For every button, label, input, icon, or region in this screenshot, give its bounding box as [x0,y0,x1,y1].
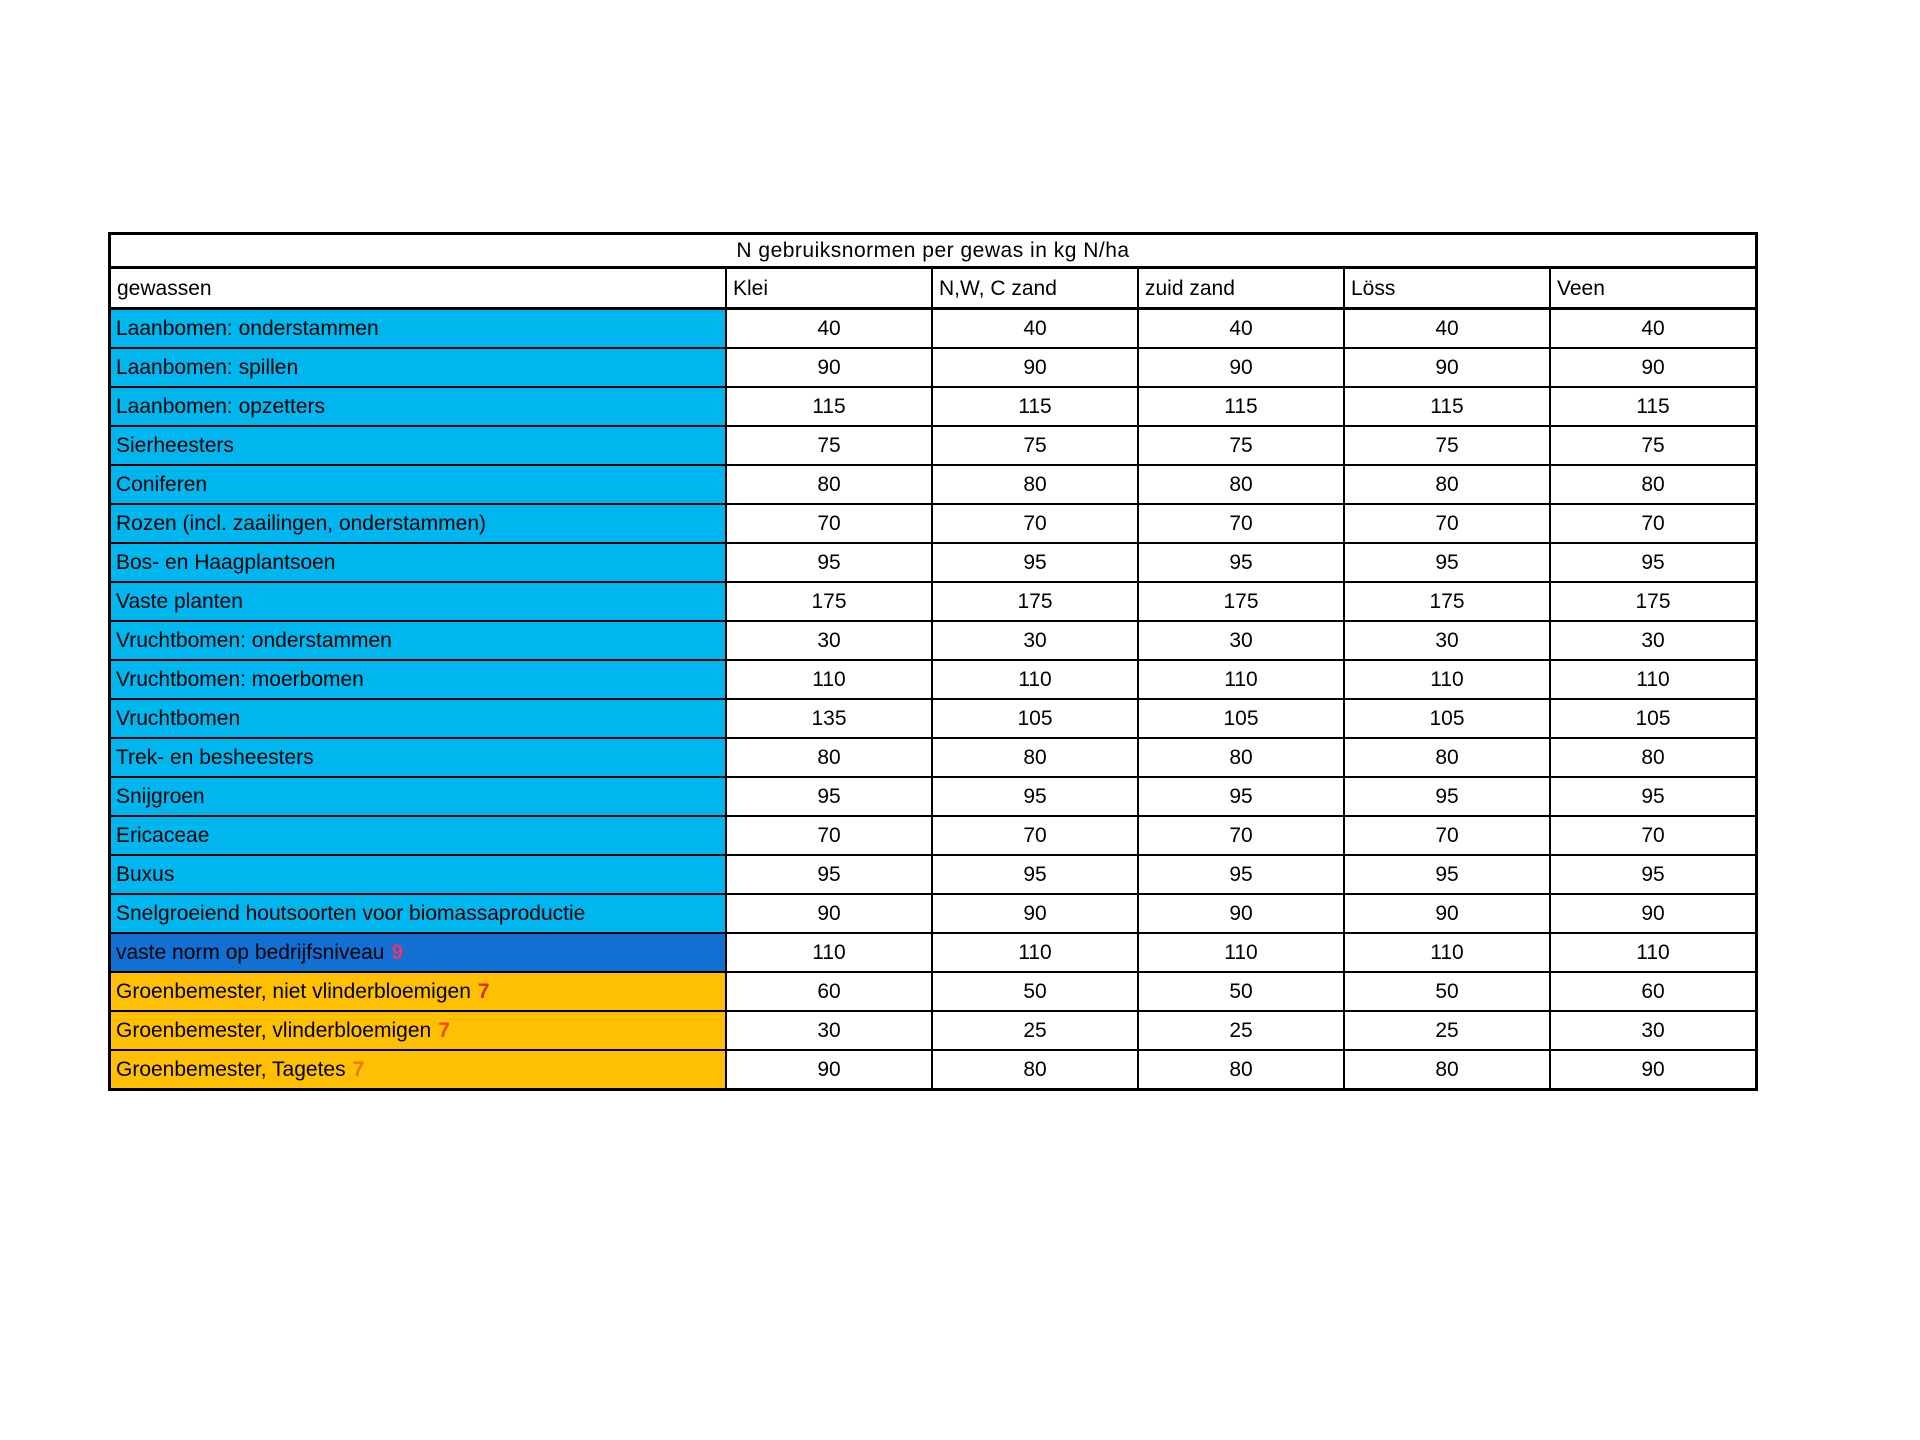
value-cell: 95 [727,856,931,893]
value-cell: 135 [727,700,931,737]
value-cell: 105 [1139,700,1343,737]
footnote-number: 9 [391,941,404,964]
row-label [111,349,725,386]
row-label [111,1012,725,1049]
value-cell: 95 [933,856,1137,893]
column-header-nwc-zand: N,W, C zand [933,269,1137,308]
value-cell: 105 [1551,700,1755,737]
value-cell: 95 [1551,778,1755,815]
row-label-text: Rozen (incl. zaailingen, onderstammen) [116,512,487,535]
value-cell: 95 [727,544,931,581]
value-cell: 40 [727,310,931,347]
value-cell: 70 [1139,505,1343,542]
value-cell: 110 [1139,661,1343,698]
value-cell: 95 [933,544,1137,581]
value-cell: 110 [1345,661,1549,698]
row-label-text: Buxus [116,863,175,886]
value-cell: 115 [1345,388,1549,425]
value-cell: 80 [1551,739,1755,776]
value-cell: 110 [727,934,931,971]
value-cell: 70 [727,505,931,542]
value-cell: 30 [933,622,1137,659]
value-cell: 75 [1139,427,1343,464]
value-cell: 110 [1551,661,1755,698]
value-cell: 175 [727,583,931,620]
row-label [111,934,725,971]
value-cell: 90 [727,1051,931,1088]
value-cell: 90 [1345,349,1549,386]
value-cell: 70 [1345,505,1549,542]
row-label-text: Trek- en besheesters [116,746,314,769]
value-cell: 80 [933,739,1137,776]
value-cell: 75 [1345,427,1549,464]
value-cell: 70 [1551,505,1755,542]
row-label-text: Bos- en Haagplantsoen [116,551,336,574]
value-cell: 110 [933,934,1137,971]
value-cell: 105 [933,700,1137,737]
value-cell: 90 [933,349,1137,386]
value-cell: 90 [1345,895,1549,932]
value-cell: 80 [1139,1051,1343,1088]
row-label [111,973,725,1010]
value-cell: 40 [1551,310,1755,347]
column-header-klei: Klei [727,269,931,308]
value-cell: 90 [727,349,931,386]
value-cell: 75 [727,427,931,464]
value-cell: 40 [1139,310,1343,347]
value-cell: 60 [1551,973,1755,1010]
row-label-text: Laanbomen: opzetters [116,395,325,418]
value-cell: 70 [1139,817,1343,854]
value-cell: 30 [727,1012,931,1049]
value-cell: 90 [1551,1051,1755,1088]
row-label-text: Vruchtbomen [116,707,241,730]
value-cell: 80 [1139,466,1343,503]
footnote-number: 7 [352,1058,365,1081]
value-cell: 175 [1551,583,1755,620]
value-cell: 95 [1345,544,1549,581]
value-cell: 25 [1345,1012,1549,1049]
value-cell: 95 [1139,778,1343,815]
row-label [111,388,725,425]
value-cell: 50 [1345,973,1549,1010]
value-cell: 80 [727,466,931,503]
value-cell: 25 [1139,1012,1343,1049]
value-cell: 115 [1551,388,1755,425]
value-cell: 50 [933,973,1137,1010]
value-cell: 30 [727,622,931,659]
row-label [111,310,725,347]
value-cell: 95 [1139,856,1343,893]
value-cell: 30 [1345,622,1549,659]
value-cell: 110 [1345,934,1549,971]
value-cell: 75 [933,427,1137,464]
value-cell: 95 [1551,544,1755,581]
value-cell: 70 [1551,817,1755,854]
value-cell: 90 [1551,895,1755,932]
row-label-text: Groenbemester, niet vlinderbloemigen [116,980,471,1003]
row-label-text: vaste norm op bedrijfsniveau [116,941,385,964]
normen-table [108,232,1758,1091]
row-label-text: Vruchtbomen: onderstammen [116,629,392,652]
value-cell: 60 [727,973,931,1010]
row-label-text: Snijgroen [116,785,205,808]
value-cell: 30 [1551,1012,1755,1049]
value-cell: 90 [1139,895,1343,932]
value-cell: 50 [1139,973,1343,1010]
row-label [111,505,725,542]
table-title: N gebruiksnormen per gewas in kg N/ha [111,235,1755,267]
row-label-text: Snelgroeiend houtsoorten voor biomassaproductie [116,902,586,925]
footnote-number: 7 [438,1019,450,1042]
column-header-gewassen: gewassen [111,269,725,308]
row-label [111,583,725,620]
column-header-loss: Löss [1345,269,1549,308]
value-cell: 70 [1345,817,1549,854]
row-label [111,856,725,893]
row-label [111,778,725,815]
value-cell: 175 [933,583,1137,620]
value-cell: 110 [1139,934,1343,971]
row-label-text: Sierheesters [116,434,234,457]
row-label [111,661,725,698]
value-cell: 95 [1139,544,1343,581]
column-header-veen: Veen [1551,269,1755,308]
value-cell: 30 [1551,622,1755,659]
row-label [111,427,725,464]
value-cell: 70 [727,817,931,854]
footnote-number: 7 [477,980,490,1003]
value-cell: 80 [1345,466,1549,503]
value-cell: 80 [1139,739,1343,776]
value-cell: 110 [1551,934,1755,971]
value-cell: 75 [1551,427,1755,464]
row-label [111,895,725,932]
row-label-text: Laanbomen: onderstammen [116,317,379,340]
value-cell: 95 [1345,856,1549,893]
row-label-text: Ericaceae [116,824,210,847]
value-cell: 40 [1345,310,1549,347]
value-cell: 90 [727,895,931,932]
row-label [111,544,725,581]
row-label [111,622,725,659]
row-label-text: Coniferen [116,473,208,496]
value-cell: 115 [1139,388,1343,425]
value-cell: 95 [1345,778,1549,815]
column-header-zuid-zand: zuid zand [1139,269,1343,308]
value-cell: 80 [1345,1051,1549,1088]
value-cell: 30 [1139,622,1343,659]
value-cell: 175 [1345,583,1549,620]
value-cell: 95 [933,778,1137,815]
row-label-text: Laanbomen: spillen [116,356,299,379]
value-cell: 115 [933,388,1137,425]
row-label-text: Groenbemester, vlinderbloemigen [116,1019,432,1042]
row-label-text: Groenbemester, Tagetes [116,1058,346,1081]
value-cell: 175 [1139,583,1343,620]
row-label [111,700,725,737]
value-cell: 90 [1139,349,1343,386]
row-label [111,817,725,854]
value-cell: 80 [727,739,931,776]
value-cell: 95 [727,778,931,815]
row-label [111,1051,725,1088]
value-cell: 110 [933,661,1137,698]
value-cell: 70 [933,817,1137,854]
value-cell: 80 [1345,739,1549,776]
value-cell: 90 [933,895,1137,932]
value-cell: 115 [727,388,931,425]
value-cell: 40 [933,310,1137,347]
row-label [111,739,725,776]
value-cell: 110 [727,661,931,698]
value-cell: 80 [933,1051,1137,1088]
value-cell: 80 [933,466,1137,503]
value-cell: 70 [933,505,1137,542]
value-cell: 95 [1551,856,1755,893]
value-cell: 105 [1345,700,1549,737]
value-cell: 25 [933,1012,1137,1049]
value-cell: 80 [1551,466,1755,503]
value-cell: 90 [1551,349,1755,386]
row-label [111,466,725,503]
row-label-text: Vruchtbomen: moerbomen [116,668,364,691]
row-label-text: Vaste planten [116,590,243,613]
